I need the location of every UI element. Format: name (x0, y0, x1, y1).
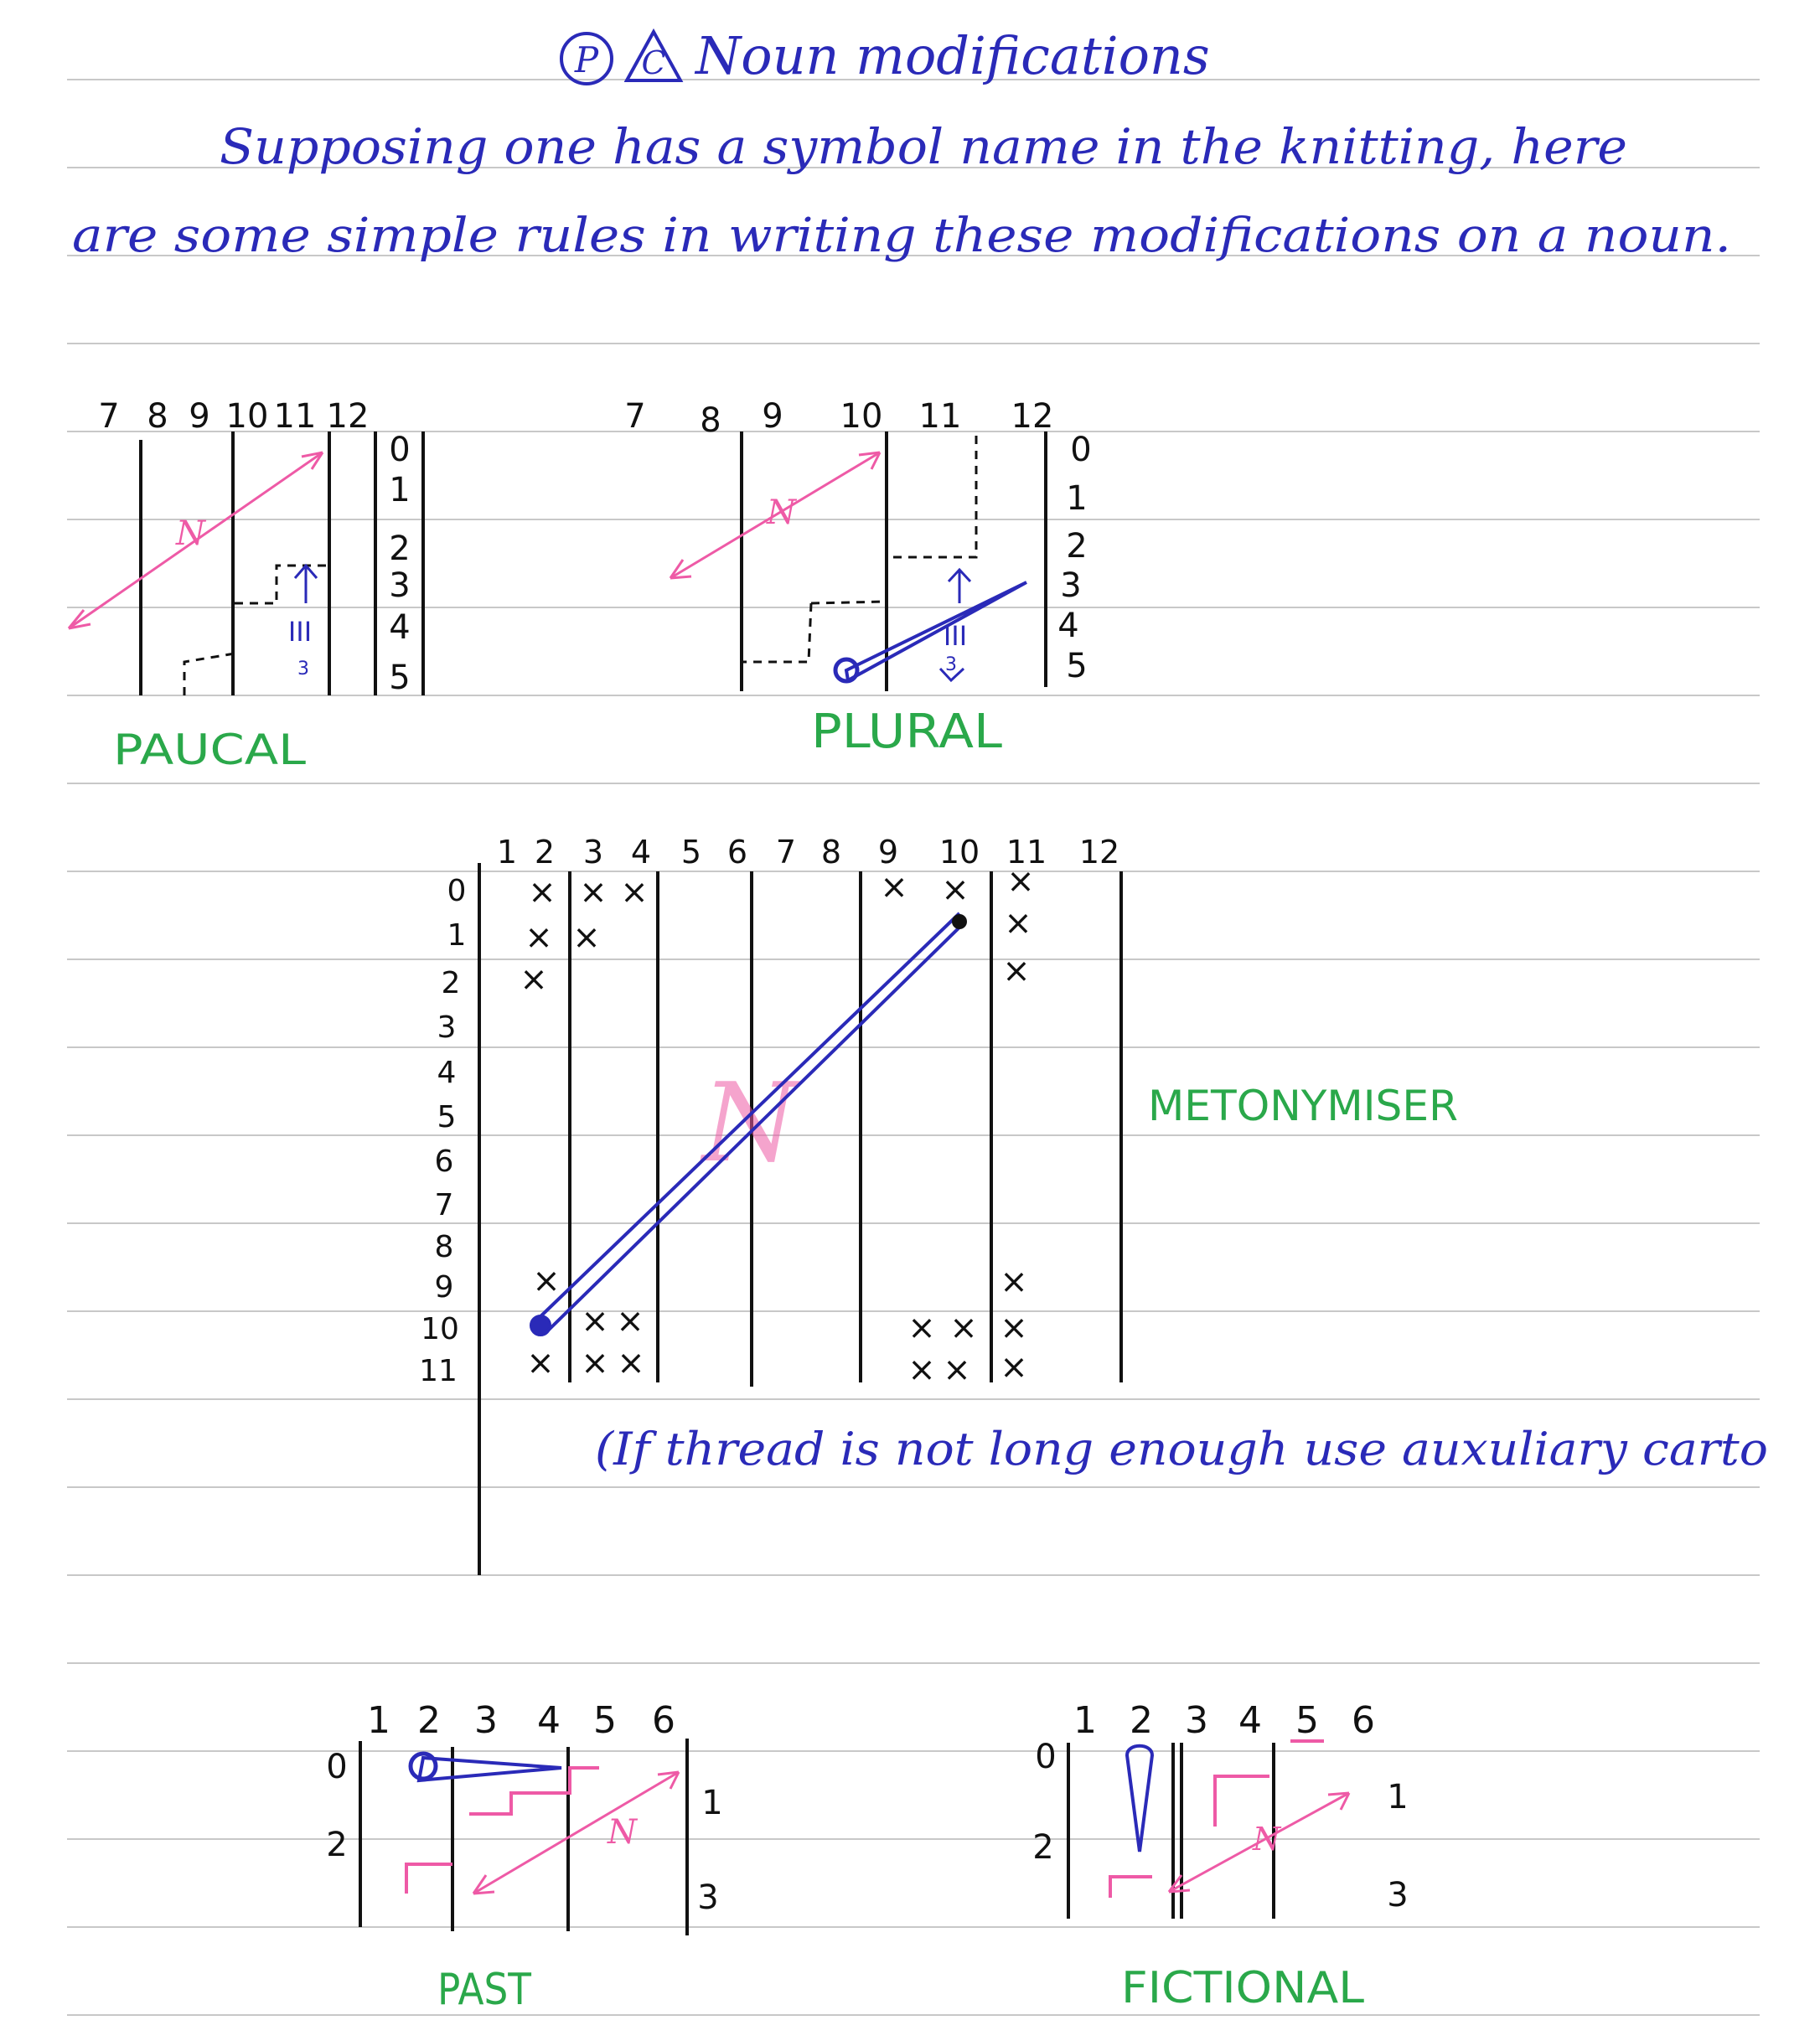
col-number: 11 (1006, 834, 1047, 871)
x-mark: × (620, 873, 649, 912)
x-mark: × (532, 1262, 561, 1300)
row-number: 3 (697, 1878, 719, 1917)
row-number: 4 (437, 1056, 457, 1090)
col-number: 12 (1011, 397, 1054, 436)
plural-count-mark: 3 (945, 654, 957, 675)
row-number: 0 (447, 874, 467, 908)
col-number: 1 (1073, 1699, 1097, 1742)
col-number: 1 (367, 1699, 390, 1742)
row-number: 1 (701, 1784, 723, 1822)
col-number: 4 (630, 834, 652, 871)
past-label: PAST (437, 1965, 532, 2015)
fictional-column-numbers (1073, 1699, 1375, 1742)
row-number: 1 (389, 471, 411, 509)
col-number: 9 (877, 834, 899, 871)
metonymiser-diagram (419, 834, 1768, 1575)
row-number: 9 (434, 1270, 454, 1305)
intro-line-1: Supposing one has a symbol name in the knitting, here (220, 118, 1628, 175)
plural-thread-loop (846, 582, 1026, 680)
paucal-n-mark: N (176, 514, 205, 553)
metonymiser-n-mark: N (702, 1059, 798, 1186)
col-number: 12 (1078, 834, 1120, 871)
paucal-count-mark: 3 (297, 659, 309, 679)
col-number: 6 (1352, 1699, 1375, 1742)
col-number: 8 (700, 401, 721, 440)
col-number: 5 (593, 1699, 617, 1742)
row-number: 2 (389, 530, 411, 568)
metonymiser-label: METONYMISER (1148, 1082, 1458, 1130)
col-number: 9 (189, 397, 210, 436)
paucal-label: PAUCAL (113, 726, 307, 774)
x-mark: × (616, 1302, 644, 1341)
row-number: 2 (1032, 1828, 1054, 1867)
row-number: 0 (326, 1748, 348, 1786)
paucal-diagram (69, 397, 423, 774)
row-number: 4 (1057, 607, 1079, 645)
col-number: 5 (680, 834, 702, 871)
row-number: 3 (1060, 566, 1082, 605)
ruled-lines (67, 80, 1760, 2015)
col-number: 7 (624, 397, 646, 436)
row-number: 2 (326, 1826, 348, 1864)
x-mark: × (1004, 904, 1032, 943)
row-number: 2 (1066, 527, 1088, 566)
metonymiser-end-knot (952, 914, 967, 929)
x-mark: × (1000, 1348, 1028, 1387)
col-number: 3 (474, 1699, 498, 1742)
plural-grid (742, 431, 1046, 691)
col-number: 7 (775, 834, 797, 871)
row-number: 7 (434, 1188, 454, 1222)
fictional-row-numbers (1032, 1738, 1408, 1914)
x-mark: × (880, 868, 908, 907)
row-number: 3 (389, 566, 411, 605)
row-number: 11 (419, 1354, 458, 1388)
triangle-mark: C (641, 44, 666, 81)
x-mark: × (572, 918, 601, 957)
up-arrow-icon (949, 570, 970, 603)
x-mark: × (617, 1344, 645, 1382)
row-number: 8 (434, 1230, 454, 1264)
row-number: 5 (437, 1100, 457, 1134)
col-number: 11 (273, 397, 317, 436)
plural-n-mark: N (767, 493, 796, 532)
col-number: 9 (762, 397, 783, 436)
x-mark: × (1000, 1309, 1028, 1347)
fictional-label: FICTIONAL (1121, 1963, 1365, 2013)
col-number: 3 (1185, 1699, 1208, 1742)
row-number: 0 (389, 431, 411, 469)
plural-dashed-ledge (811, 602, 887, 603)
row-number: 0 (1070, 431, 1092, 469)
paucal-grid (141, 431, 423, 695)
col-number: 10 (225, 397, 269, 436)
row-number: 1 (1066, 479, 1088, 518)
col-number: 6 (652, 1699, 675, 1742)
row-number: 5 (389, 659, 411, 697)
col-number: 2 (417, 1699, 441, 1742)
metonymiser-note: (If thread is not long enough use auxuliary carto (595, 1423, 1768, 1475)
col-number: 11 (918, 397, 962, 436)
col-number: 8 (820, 834, 842, 871)
x-mark: × (949, 1309, 978, 1347)
paucal-tick-mark: III (287, 616, 313, 648)
paucal-row-numbers (389, 431, 410, 697)
header (561, 25, 1210, 86)
up-arrow-icon (295, 566, 317, 603)
col-number: 10 (938, 834, 980, 871)
row-number: 4 (389, 608, 411, 647)
x-mark: × (526, 1344, 555, 1382)
row-number: 1 (447, 918, 467, 953)
x-mark: × (941, 871, 969, 909)
col-number: 4 (537, 1699, 561, 1742)
fictional-n-mark: N (1253, 1821, 1281, 1858)
fictional-diagram (1032, 1699, 1408, 2013)
col-number: 1 (496, 834, 518, 871)
row-number: 3 (1387, 1876, 1409, 1914)
x-mark: × (520, 960, 548, 999)
col-number: 2 (534, 834, 556, 871)
plural-tick-mark: III (943, 620, 968, 652)
row-number: 10 (421, 1312, 459, 1346)
paucal-column-numbers (98, 397, 369, 436)
row-number: 6 (434, 1145, 454, 1179)
plural-diagram (624, 397, 1091, 759)
row-number: 0 (1035, 1738, 1057, 1776)
page-title: Noun modifications (695, 25, 1210, 86)
plural-row-numbers (1057, 431, 1091, 685)
intro-paragraph (72, 118, 1731, 263)
col-number: 7 (98, 397, 120, 436)
col-number: 3 (582, 834, 604, 871)
x-mark: × (907, 1309, 936, 1347)
past-n-arrow (473, 1772, 679, 1894)
intro-line-2: are some simple rules in writing these modifications on a noun. (72, 209, 1731, 263)
col-number: 2 (1130, 1699, 1153, 1742)
row-number: 5 (1066, 647, 1088, 685)
x-mark: × (581, 1302, 609, 1341)
col-number: 10 (840, 397, 883, 436)
past-pink-steps (406, 1768, 599, 1894)
row-number: 2 (441, 966, 461, 1000)
row-number: 1 (1387, 1778, 1409, 1816)
x-mark: × (528, 873, 556, 912)
past-column-numbers (367, 1699, 675, 1742)
x-mark: × (943, 1351, 971, 1389)
x-mark: × (1006, 862, 1035, 901)
plural-column-numbers (624, 397, 1053, 440)
x-mark: × (525, 918, 553, 957)
col-number: 5 (1295, 1699, 1319, 1742)
x-mark: × (1000, 1263, 1028, 1301)
circle-mark: P (574, 39, 599, 80)
past-n-mark: N (608, 1813, 637, 1852)
col-number: 12 (326, 397, 370, 436)
col-number: 8 (147, 397, 168, 436)
x-mark: × (579, 873, 608, 912)
fictional-thread-loop (1127, 1746, 1152, 1852)
past-thread-loop (419, 1758, 561, 1780)
x-mark: × (581, 1344, 609, 1382)
x-mark: × (907, 1351, 936, 1389)
row-number: 3 (437, 1010, 457, 1045)
x-mark: × (1002, 952, 1031, 990)
past-diagram (326, 1699, 722, 2015)
col-number: 4 (1238, 1699, 1262, 1742)
col-number: 6 (726, 834, 748, 871)
plural-label: PLURAL (811, 705, 1002, 759)
